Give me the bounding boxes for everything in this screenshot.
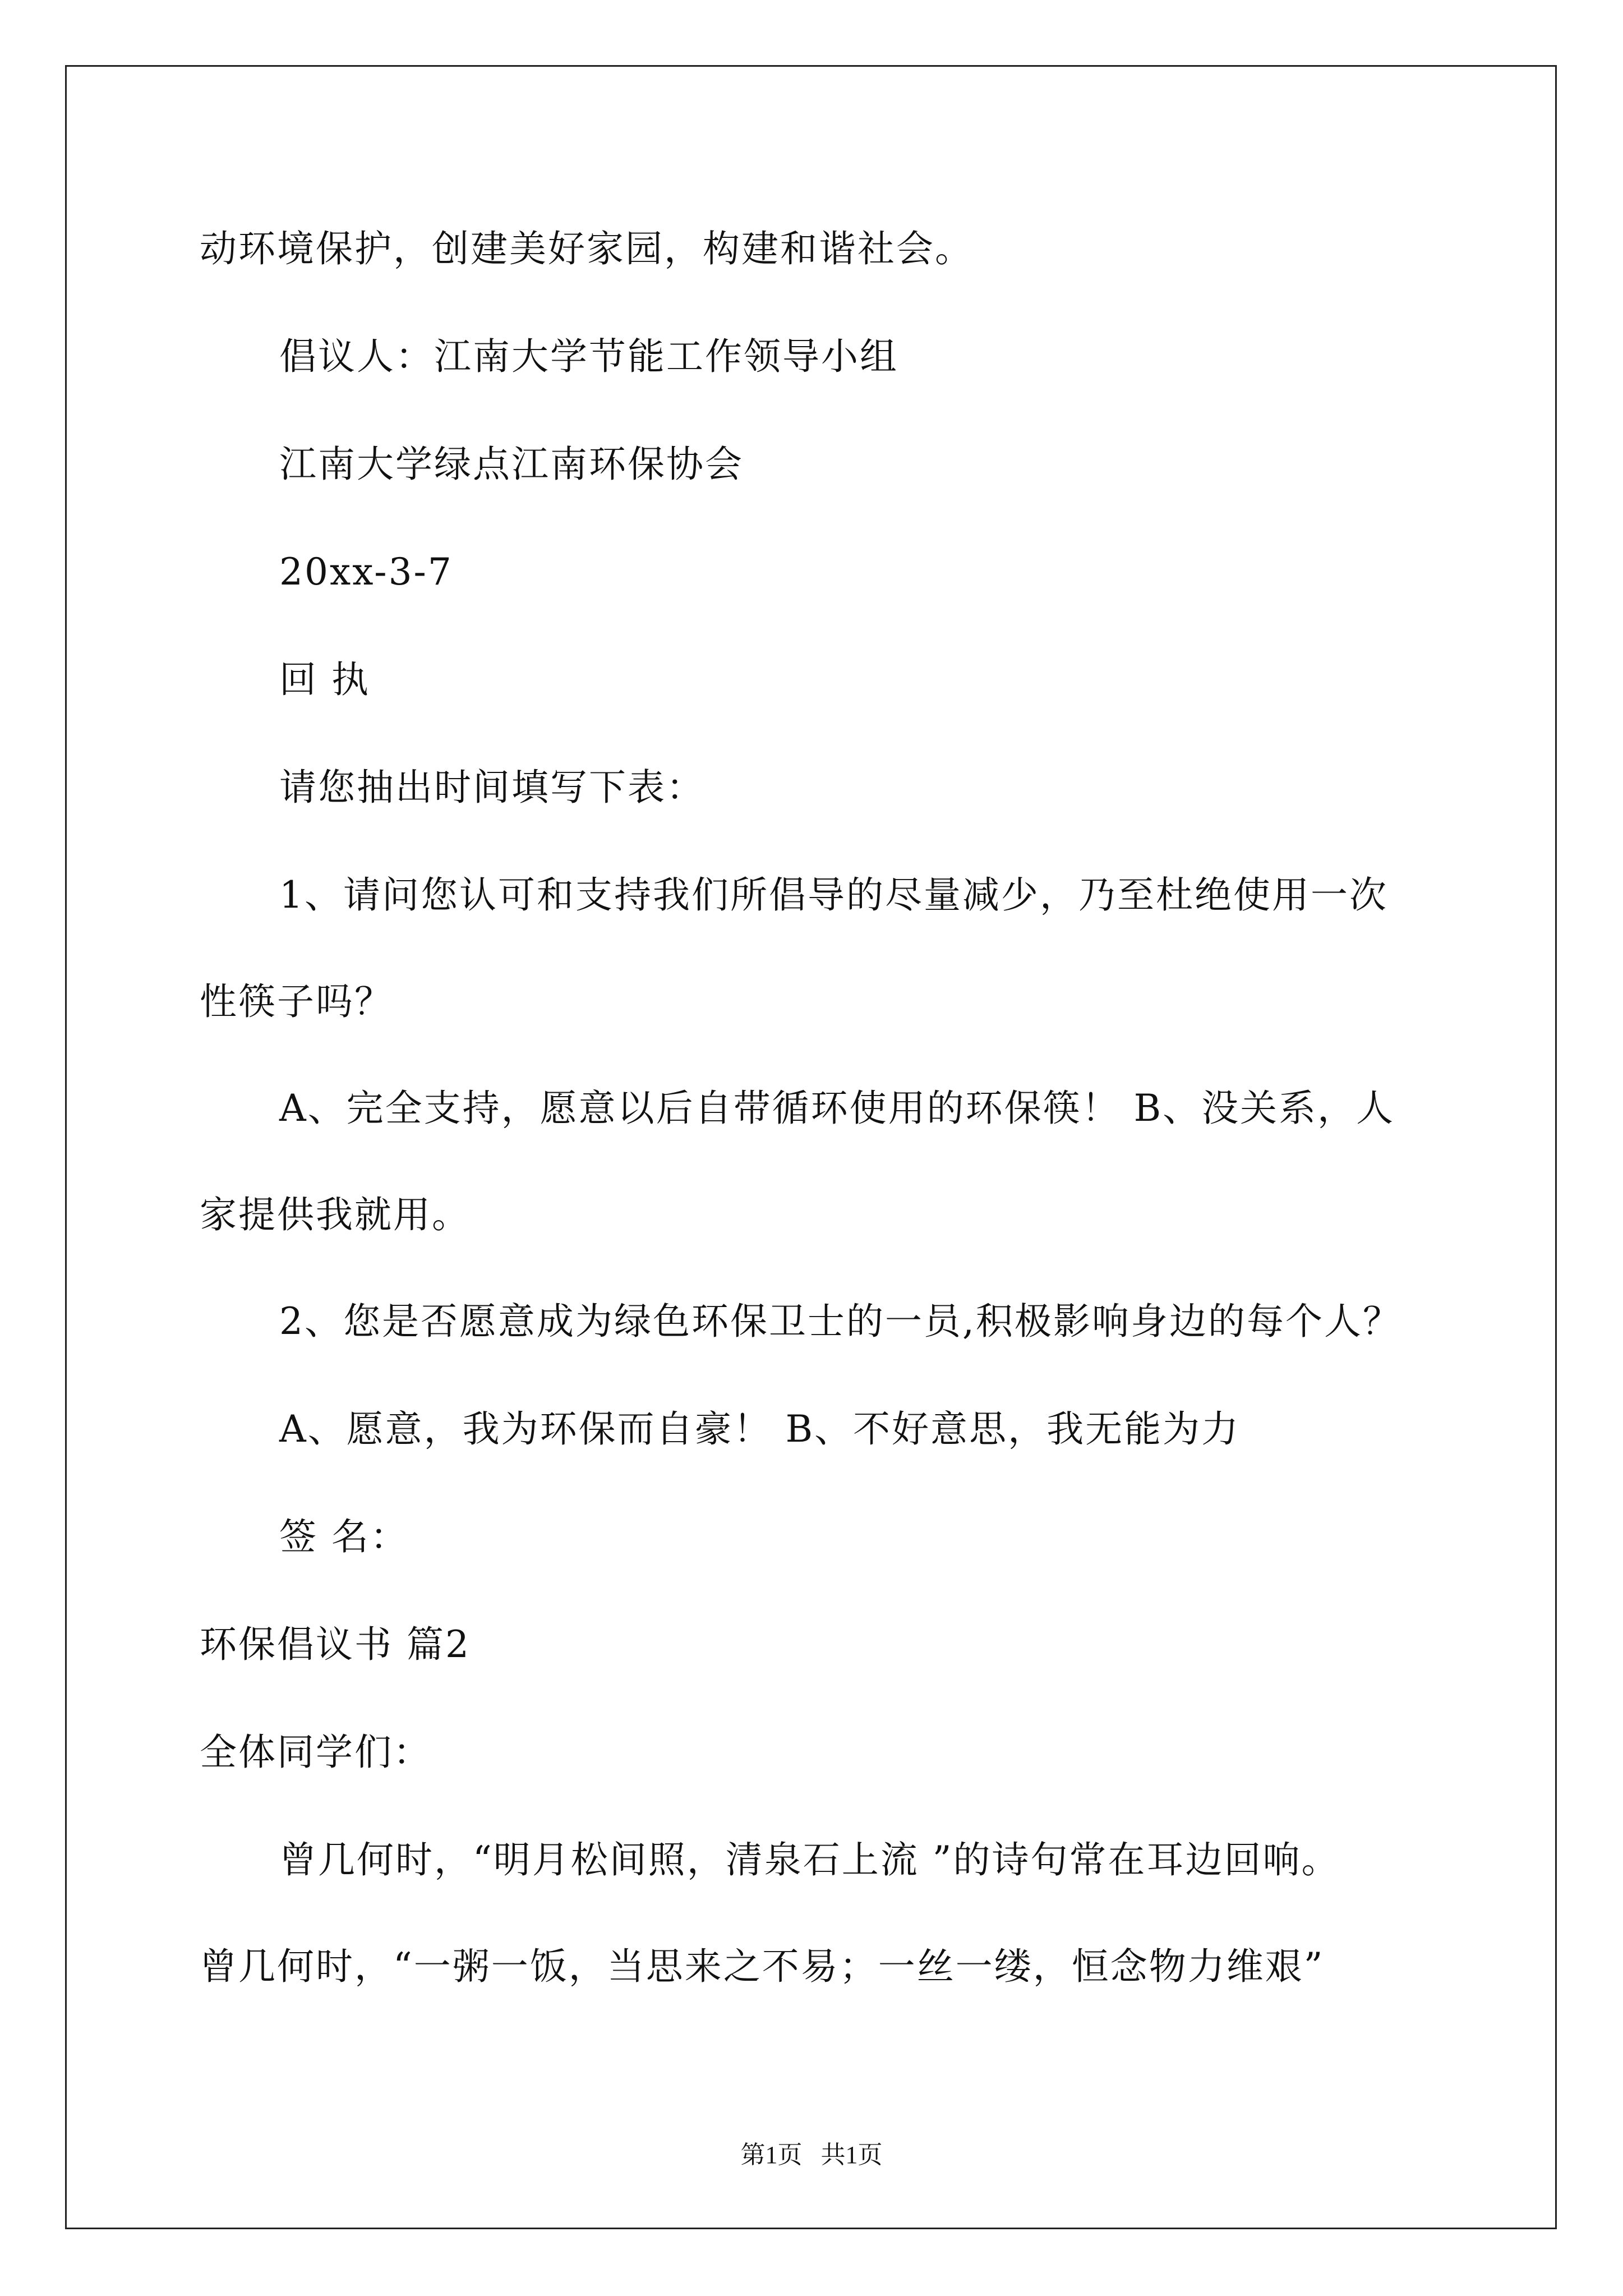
question-2-options: A、愿意，我为环保而自豪！ B、不好意思，我无能为力: [279, 1407, 1241, 1451]
section-title: 环保倡议书 篇2: [200, 1623, 471, 1666]
page-border: [65, 65, 1557, 2229]
paragraph-line-1: 曾几何时，“明月松间照，清泉石上流 ”的诗句常在耳边回响。: [279, 1838, 1340, 1881]
question-2-line: 2、您是否愿意成为绿色环保卫士的一员,积极影响身边的每个人？: [279, 1300, 1401, 1343]
receipt-heading: 回 执: [279, 658, 370, 701]
signature-line: 签 名：: [279, 1515, 409, 1558]
question-1-options-line-2: 家提供我就用。: [200, 1193, 471, 1236]
salutation: 全体同学们：: [200, 1731, 432, 1774]
organization-line: 江南大学绿点江南环保协会: [279, 443, 744, 486]
question-1-options-line-1: A、完全支持，愿意以后自带循环使用的环保筷！ B、没关系，人: [279, 1087, 1395, 1130]
form-instruction: 请您抽出时间填写下表：: [279, 766, 705, 809]
page-footer: 第1页 共1页: [740, 2141, 883, 2169]
question-1-line-1: 1、请问您认可和支持我们所倡导的尽量减少，乃至杜绝使用一次: [279, 873, 1388, 917]
body-line-1: 动环境保护，创建美好家园，构建和谐社会。: [200, 227, 974, 270]
paragraph-line-2: 曾几何时，“一粥一饭，当思来之不易；一丝一缕，恒念物力维艰”: [200, 1945, 1325, 1988]
proposer-line: 倡议人：江南大学节能工作领导小组: [279, 335, 898, 378]
question-1-line-2: 性筷子吗？: [200, 980, 393, 1023]
date-line: 20xx-3-7: [279, 550, 453, 593]
